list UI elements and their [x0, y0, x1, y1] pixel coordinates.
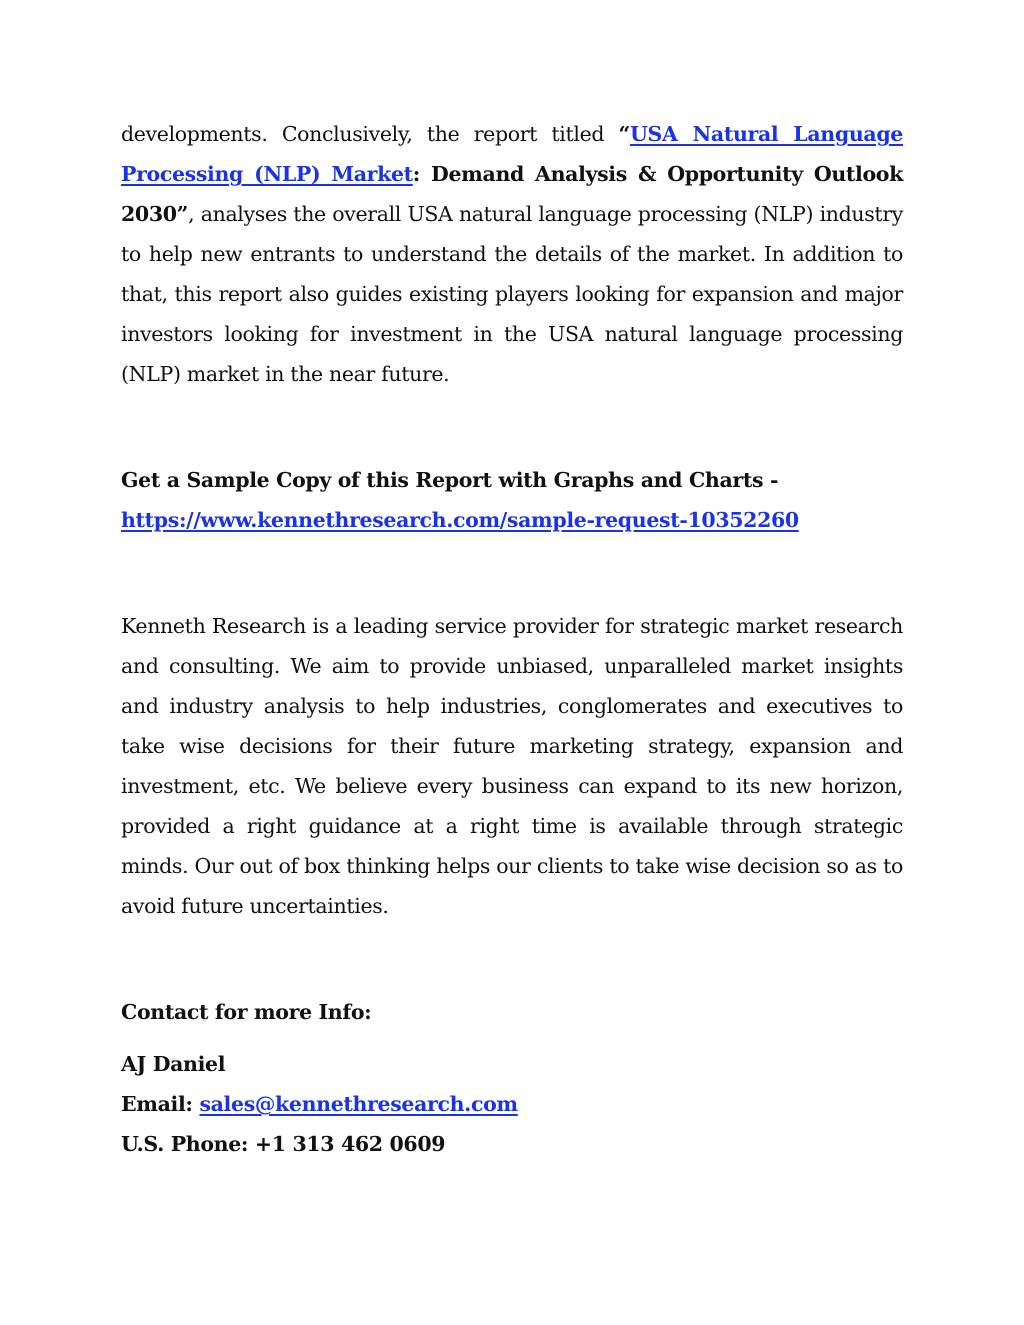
- contact-heading: Contact for more Info:: [121, 1000, 372, 1024]
- quote-open: “: [618, 122, 630, 146]
- sample-heading: Get a Sample Copy of this Report with Graphs and Charts -: [121, 468, 779, 492]
- title-colon: :: [412, 162, 420, 186]
- contact-phone: U.S. Phone: +1 313 462 0609: [121, 1132, 446, 1156]
- contact-section: [121, 992, 903, 1164]
- email-link[interactable]: sales@kennethresearch.com: [199, 1092, 518, 1116]
- email-label: Email:: [121, 1092, 200, 1116]
- sample-request-link[interactable]: https://www.kennethresearch.com/sample-request-10352260: [121, 508, 799, 532]
- intro-body: , analyses the overall USA natural language processing (NLP) industry to help new entrants to understand the details of the market. In addition to that, this report also guides existing players looking for expansion and major investors looking for investment in the USA natural language processing (NLP) market in the near future.: [121, 202, 903, 386]
- about-paragraph: Kenneth Research is a leading service provider for strategic market research and consulting. We aim to provide unbiased, unparalleled market insights and industry analysis to help industries, conglomerates and executives to take wise decisions for their future marketing strategy, expansion and investment, etc. We believe every business can expand to its new horizon, provided a right guidance at a right time is available through strategic minds. Our out of box thinking helps our clients to take wise decision so as to avoid future uncertainties.: [121, 614, 903, 918]
- contact-name: AJ Daniel: [121, 1052, 226, 1076]
- document-page: [121, 114, 903, 1164]
- quote-close: ”: [176, 202, 189, 226]
- report-subtitle: Demand Analysis & Opportunity Outlook 2030: [121, 162, 903, 226]
- intro-paragraph: [121, 114, 903, 394]
- intro-lead: developments. Conclusively, the report titled: [121, 122, 619, 146]
- sample-section: [121, 460, 903, 540]
- report-title-link[interactable]: USA Natural Language Processing (NLP) Market: [121, 122, 903, 186]
- contact-email-row: [121, 1084, 903, 1124]
